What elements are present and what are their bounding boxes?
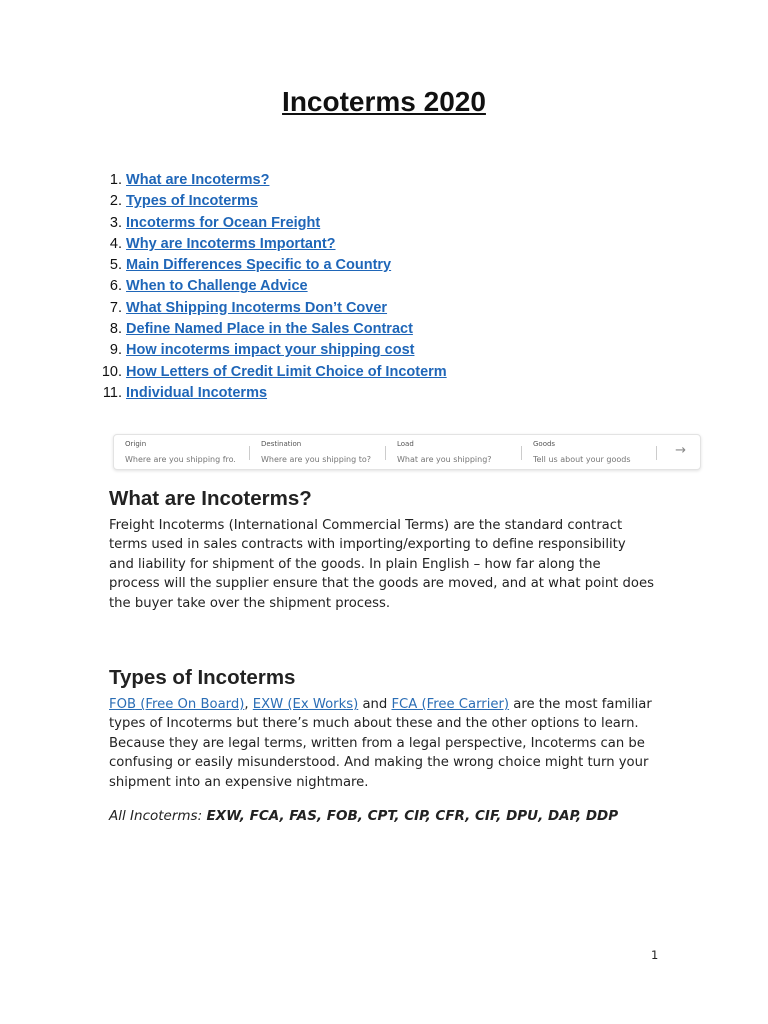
toc-item	[96, 362, 447, 383]
fca-link[interactable]: FCA (Free Carrier)	[391, 697, 510, 712]
all-incoterms-line	[109, 808, 618, 824]
field-divider	[521, 446, 522, 460]
separator: ,	[244, 697, 249, 712]
toc-number: 2.	[109, 193, 122, 210]
origin-label: Origin	[125, 440, 147, 448]
destination-label: Destination	[261, 440, 302, 448]
load-field[interactable]	[397, 439, 507, 467]
origin-field[interactable]	[125, 439, 235, 467]
toc-item	[96, 191, 447, 212]
section-heading: What are Incoterms?	[109, 487, 312, 510]
toc-link[interactable]: What are Incoterms?	[126, 172, 270, 188]
toc-number: 1.	[109, 172, 122, 188]
goods-input[interactable]	[533, 455, 643, 464]
toc-item	[96, 276, 447, 297]
toc-item	[96, 298, 447, 319]
section-heading: Types of Incoterms	[109, 666, 296, 689]
shipping-search-bar	[113, 434, 701, 470]
origin-input[interactable]	[125, 455, 235, 464]
toc-link[interactable]: What Shipping Incoterms Don’t Cover	[126, 299, 388, 316]
toc-number: 7.	[109, 299, 122, 316]
toc-link[interactable]: How Letters of Credit Limit Choice of Incoterm	[126, 363, 447, 380]
all-incoterms-list: EXW, FCA, FAS, FOB, CPT, CIP, CFR, CIF, DPU, DAP, DDP	[206, 808, 619, 824]
toc-number: 6.	[109, 278, 122, 295]
toc-number: 8.	[109, 321, 122, 338]
toc-number: 10.	[101, 363, 122, 380]
toc-link[interactable]: When to Challenge Advice	[126, 278, 308, 295]
exw-link[interactable]: EXW (Ex Works)	[252, 697, 359, 712]
toc-link[interactable]: Individual Incoterms	[126, 384, 268, 401]
toc-item	[96, 340, 447, 361]
all-incoterms-label: All Incoterms:	[109, 808, 203, 824]
toc-number: 5.	[109, 257, 122, 274]
field-divider	[656, 446, 657, 460]
toc-item	[96, 234, 447, 255]
section-body: Freight Incoterms (International Commercial Terms) are the standard contract terms used in sales contracts with importing/exporting to define responsibility and liability for shipment of the goods. In plain English – how far along the process will the supplier ensure that the goods are moved, and at what point does the buyer take over the shipment process.	[109, 518, 654, 611]
separator: and	[362, 697, 388, 712]
toc-item	[96, 170, 447, 191]
page-number: 1	[651, 948, 659, 962]
goods-label: Goods	[533, 440, 556, 448]
toc-link[interactable]: Why are Incoterms Important?	[126, 235, 336, 252]
destination-input[interactable]	[261, 455, 371, 464]
toc-link[interactable]: Incoterms for Ocean Freight	[126, 214, 321, 231]
body-text: are the most familiar types of Incoterms but there’s much about these and the other options to learn. Because they are legal terms, written from a legal perspective, Incoterms can be confusing or easily misunderstood. And making the wrong choice might turn your shipment into an expensive nightmare.	[109, 697, 652, 790]
toc-number: 4.	[109, 235, 122, 252]
section-body	[109, 695, 654, 792]
toc-link[interactable]: Main Differences Specific to a Country	[126, 257, 392, 274]
toc-item	[96, 383, 447, 404]
toc-item	[96, 213, 447, 234]
arrow-right-icon[interactable]: →	[675, 443, 686, 458]
toc-number: 9.	[109, 342, 122, 359]
goods-field[interactable]	[533, 439, 643, 467]
destination-field[interactable]	[261, 439, 371, 467]
field-divider	[385, 446, 386, 460]
toc-link[interactable]: Types of Incoterms	[126, 193, 258, 210]
toc-number: 3.	[109, 214, 122, 231]
toc-link[interactable]: Define Named Place in the Sales Contract	[126, 321, 413, 338]
toc-item	[96, 319, 447, 340]
load-label: Load	[397, 440, 414, 448]
load-input[interactable]	[397, 455, 507, 464]
toc-number: 11.	[102, 384, 122, 401]
fob-link[interactable]: FOB (Free On Board)	[109, 697, 245, 712]
page-title: Incoterms 2020	[282, 86, 486, 117]
table-of-contents	[96, 170, 447, 404]
toc-item	[96, 255, 447, 276]
toc-link[interactable]: How incoterms impact your shipping cost	[126, 342, 415, 359]
field-divider	[249, 446, 250, 460]
